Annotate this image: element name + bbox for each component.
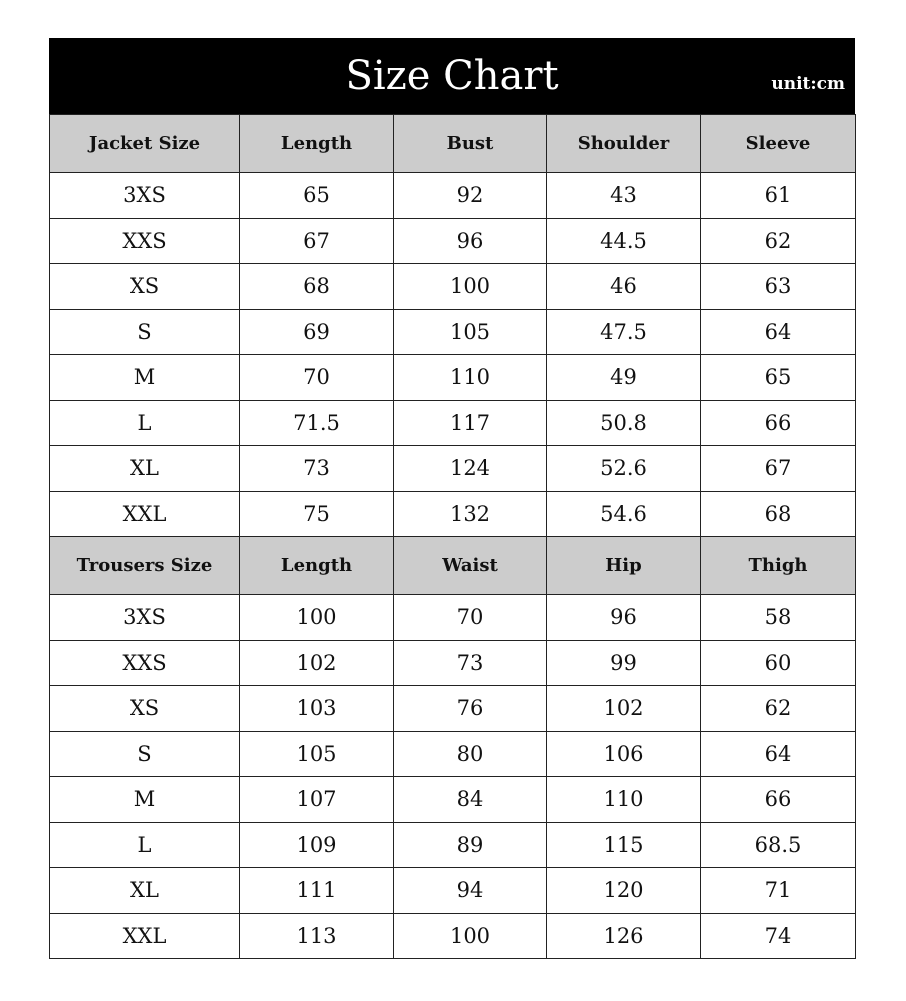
trousers-header-cell: Thigh	[701, 537, 856, 595]
jacket-size-cell: S	[50, 309, 240, 355]
trousers-value-cell: 58	[701, 595, 856, 641]
jacket-size-cell: XXL	[50, 491, 240, 537]
jacket-size-cell: XXS	[50, 218, 240, 264]
size-chart	[49, 38, 855, 959]
title-bar	[49, 38, 855, 114]
jacket-value-cell: 61	[701, 173, 856, 219]
jacket-value-cell: 47.5	[547, 309, 701, 355]
trousers-row	[50, 640, 856, 686]
trousers-header-cell: Hip	[547, 537, 701, 595]
jacket-value-cell: 65	[240, 173, 394, 219]
jacket-value-cell: 110	[394, 355, 547, 401]
jacket-row	[50, 264, 856, 310]
trousers-header-cell: Waist	[394, 537, 547, 595]
trousers-value-cell: 102	[240, 640, 394, 686]
trousers-value-cell: 66	[701, 777, 856, 823]
trousers-row	[50, 595, 856, 641]
jacket-value-cell: 124	[394, 446, 547, 492]
trousers-value-cell: 89	[394, 822, 547, 868]
trousers-value-cell: 106	[547, 731, 701, 777]
trousers-value-cell: 62	[701, 686, 856, 732]
trousers-value-cell: 107	[240, 777, 394, 823]
trousers-row	[50, 913, 856, 959]
trousers-value-cell: 64	[701, 731, 856, 777]
trousers-value-cell: 99	[547, 640, 701, 686]
jacket-header-cell: Sleeve	[701, 115, 856, 173]
jacket-value-cell: 75	[240, 491, 394, 537]
jacket-row	[50, 446, 856, 492]
jacket-header-cell: Length	[240, 115, 394, 173]
jacket-value-cell: 54.6	[547, 491, 701, 537]
trousers-row	[50, 868, 856, 914]
trousers-size-cell: XXS	[50, 640, 240, 686]
trousers-value-cell: 109	[240, 822, 394, 868]
jacket-value-cell: 49	[547, 355, 701, 401]
trousers-value-cell: 80	[394, 731, 547, 777]
jacket-value-cell: 52.6	[547, 446, 701, 492]
jacket-size-cell: 3XS	[50, 173, 240, 219]
trousers-value-cell: 100	[394, 913, 547, 959]
trousers-size-cell: 3XS	[50, 595, 240, 641]
jacket-header-cell: Bust	[394, 115, 547, 173]
size-table-body	[50, 115, 856, 959]
unit-label: unit:cm	[771, 74, 845, 94]
jacket-value-cell: 67	[701, 446, 856, 492]
trousers-value-cell: 110	[547, 777, 701, 823]
jacket-value-cell: 64	[701, 309, 856, 355]
jacket-value-cell: 63	[701, 264, 856, 310]
jacket-row	[50, 491, 856, 537]
jacket-value-cell: 46	[547, 264, 701, 310]
trousers-value-cell: 111	[240, 868, 394, 914]
jacket-value-cell: 67	[240, 218, 394, 264]
jacket-row	[50, 355, 856, 401]
jacket-row	[50, 400, 856, 446]
trousers-size-cell: L	[50, 822, 240, 868]
trousers-value-cell: 100	[240, 595, 394, 641]
trousers-size-cell: XS	[50, 686, 240, 732]
trousers-header-cell: Trousers Size	[50, 537, 240, 595]
trousers-value-cell: 60	[701, 640, 856, 686]
jacket-row	[50, 218, 856, 264]
trousers-value-cell: 73	[394, 640, 547, 686]
trousers-row	[50, 777, 856, 823]
jacket-row	[50, 173, 856, 219]
trousers-value-cell: 102	[547, 686, 701, 732]
trousers-value-cell: 68.5	[701, 822, 856, 868]
jacket-value-cell: 71.5	[240, 400, 394, 446]
trousers-row	[50, 822, 856, 868]
jacket-header-cell: Shoulder	[547, 115, 701, 173]
jacket-size-cell: XS	[50, 264, 240, 310]
jacket-value-cell: 68	[701, 491, 856, 537]
jacket-value-cell: 70	[240, 355, 394, 401]
jacket-value-cell: 117	[394, 400, 547, 446]
trousers-value-cell: 96	[547, 595, 701, 641]
jacket-value-cell: 43	[547, 173, 701, 219]
jacket-value-cell: 73	[240, 446, 394, 492]
jacket-value-cell: 132	[394, 491, 547, 537]
trousers-size-cell: XXL	[50, 913, 240, 959]
trousers-row	[50, 731, 856, 777]
trousers-value-cell: 120	[547, 868, 701, 914]
trousers-value-cell: 70	[394, 595, 547, 641]
chart-title: Size Chart	[345, 53, 559, 99]
jacket-value-cell: 68	[240, 264, 394, 310]
jacket-value-cell: 66	[701, 400, 856, 446]
jacket-value-cell: 50.8	[547, 400, 701, 446]
trousers-value-cell: 103	[240, 686, 394, 732]
jacket-value-cell: 65	[701, 355, 856, 401]
jacket-size-cell: L	[50, 400, 240, 446]
trousers-value-cell: 113	[240, 913, 394, 959]
jacket-value-cell: 96	[394, 218, 547, 264]
trousers-header-row	[50, 537, 856, 595]
jacket-header-row	[50, 115, 856, 173]
trousers-size-cell: M	[50, 777, 240, 823]
jacket-value-cell: 100	[394, 264, 547, 310]
trousers-row	[50, 686, 856, 732]
trousers-value-cell: 105	[240, 731, 394, 777]
trousers-value-cell: 71	[701, 868, 856, 914]
trousers-header-cell: Length	[240, 537, 394, 595]
jacket-value-cell: 62	[701, 218, 856, 264]
size-table	[49, 114, 856, 959]
jacket-size-cell: XL	[50, 446, 240, 492]
jacket-row	[50, 309, 856, 355]
trousers-value-cell: 74	[701, 913, 856, 959]
jacket-value-cell: 44.5	[547, 218, 701, 264]
trousers-size-cell: XL	[50, 868, 240, 914]
jacket-size-cell: M	[50, 355, 240, 401]
trousers-value-cell: 84	[394, 777, 547, 823]
trousers-value-cell: 115	[547, 822, 701, 868]
trousers-value-cell: 126	[547, 913, 701, 959]
trousers-size-cell: S	[50, 731, 240, 777]
trousers-value-cell: 76	[394, 686, 547, 732]
jacket-value-cell: 69	[240, 309, 394, 355]
jacket-value-cell: 92	[394, 173, 547, 219]
jacket-header-cell: Jacket Size	[50, 115, 240, 173]
jacket-value-cell: 105	[394, 309, 547, 355]
trousers-value-cell: 94	[394, 868, 547, 914]
